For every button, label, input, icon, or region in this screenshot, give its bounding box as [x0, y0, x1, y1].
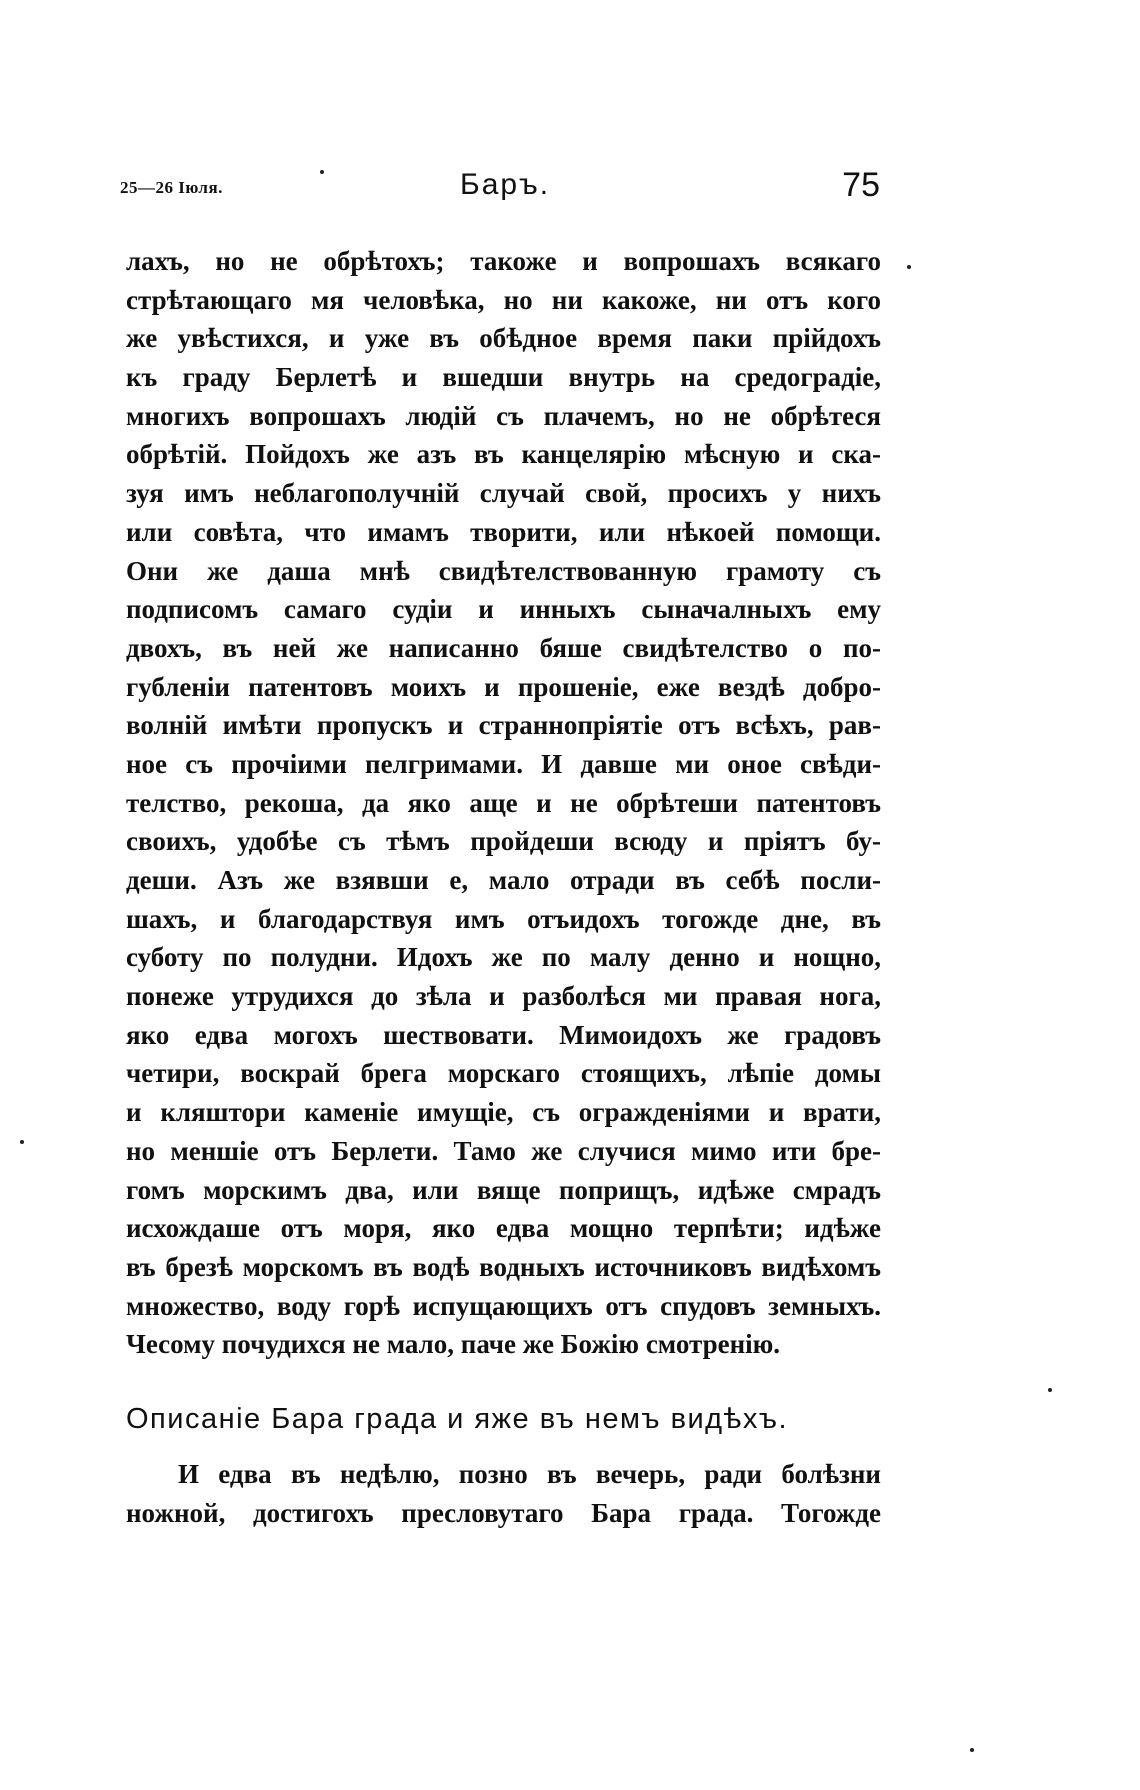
text-line: многихъ вопрошахъ людій съ плачемъ, но не обрѣтеся [126, 400, 881, 431]
text-line: яко едва могохъ шествовати. Мимоидохъ же градовъ [126, 1019, 881, 1050]
scan-speck [970, 1748, 974, 1752]
text-line: лахъ, но не обрѣтохъ; такоже и вопрошахъ всякаго [126, 246, 881, 276]
text-line: исхождаше отъ моря, яко едва мощно терпѣти; идѣже [126, 1213, 881, 1244]
header-date: 25—26 Іюля. [120, 178, 223, 197]
text-line: ножной, достигохъ пресловутаго Бара града. Тогожде [126, 1497, 881, 1528]
text-line: двохъ, въ ней же написанно бяше свидѣтелство о по- [126, 632, 881, 663]
text-line: суботу по полудни. Идохъ же по малу денно и нощно, [126, 942, 881, 973]
text-line: же увѣстихся, и уже въ обѣдное время паки прійдохъ [126, 323, 881, 354]
paragraph-1 [126, 242, 881, 1364]
paragraph-2 [126, 1455, 881, 1532]
text-line: стрѣтающаго мя человѣка, но ни какоже, ни отъ кого [126, 284, 881, 315]
text-line: И едва въ недѣлю, позно въ вечерь, ради болѣзни [178, 1459, 881, 1489]
text-line: Они же даша мнѣ свидѣтелствованную грамоту съ [126, 555, 881, 586]
scan-speck [907, 265, 911, 269]
text-line: обрѣтій. Пойдохъ же азъ въ канцелярію мѣсную и ска- [126, 439, 881, 470]
running-head [120, 168, 880, 208]
header-title: Баръ. [460, 168, 551, 201]
page-number: 75 [842, 166, 880, 204]
text-line: зуя имъ неблагополучній случай свой, просихъ у нихъ [126, 478, 881, 509]
scan-speck [20, 1140, 24, 1144]
text-line: въ брезѣ морскомъ въ водѣ водныхъ источниковъ видѣхомъ [126, 1251, 881, 1282]
text-line: губленіи патентовъ моихъ и прошеніе, еже вездѣ добро- [126, 671, 881, 702]
text-line: понеже утрудихся до зѣла и разболѣся ми правая нога, [126, 981, 881, 1012]
text-line: ное съ прочіими пелгримами. И давше ми оное свѣди- [126, 748, 881, 779]
text-line: волній имѣти пропускъ и страннопріятіе отъ всѣхъ, рав- [126, 710, 881, 741]
text-line: деши. Азъ же взявши е, мало отради въ себѣ посли- [126, 865, 881, 895]
text-line: но меншіе отъ Берлети. Тамо же случися мимо ити бре- [126, 1135, 881, 1166]
scan-speck [320, 170, 324, 174]
text-line: множество, воду горѣ испущающихъ отъ спудовъ земныхъ. [126, 1290, 881, 1321]
scan-speck [1048, 1388, 1052, 1392]
text-line: гомъ морскимъ два, или вяще поприщъ, идѣже смрадъ [126, 1174, 881, 1205]
section-heading: Описаніе Бара града и яже въ немъ видѣхъ. [126, 1403, 789, 1435]
text-line: подписомъ самаго судіи и инныхъ сыначалныхъ ему [126, 594, 881, 625]
text-line: четири, воскрай брега морскаго стоящихъ, лѣпіе домы [126, 1058, 881, 1089]
text-line: и кляштори каменіе имущіе, съ огражденіями и врати, [126, 1097, 881, 1128]
text-line: или совѣта, что имамъ творити, или нѣкоей помощи. [126, 516, 881, 547]
text-line: шахъ, и благодарствуя имъ отъидохъ тогожде дне, въ [126, 903, 881, 934]
text-line: Чесому почудихся не мало, паче же Божію смотренію. [126, 1329, 781, 1360]
text-line: телство, рекоша, да яко аще и не обрѣтеши патентовъ [126, 787, 881, 818]
text-line: своихъ, удобѣе съ тѣмъ пройдеши всюду и пріятъ бу- [126, 826, 881, 857]
text-line: къ граду Берлетѣ и вшедши внутрь на средоградіе, [126, 362, 881, 393]
